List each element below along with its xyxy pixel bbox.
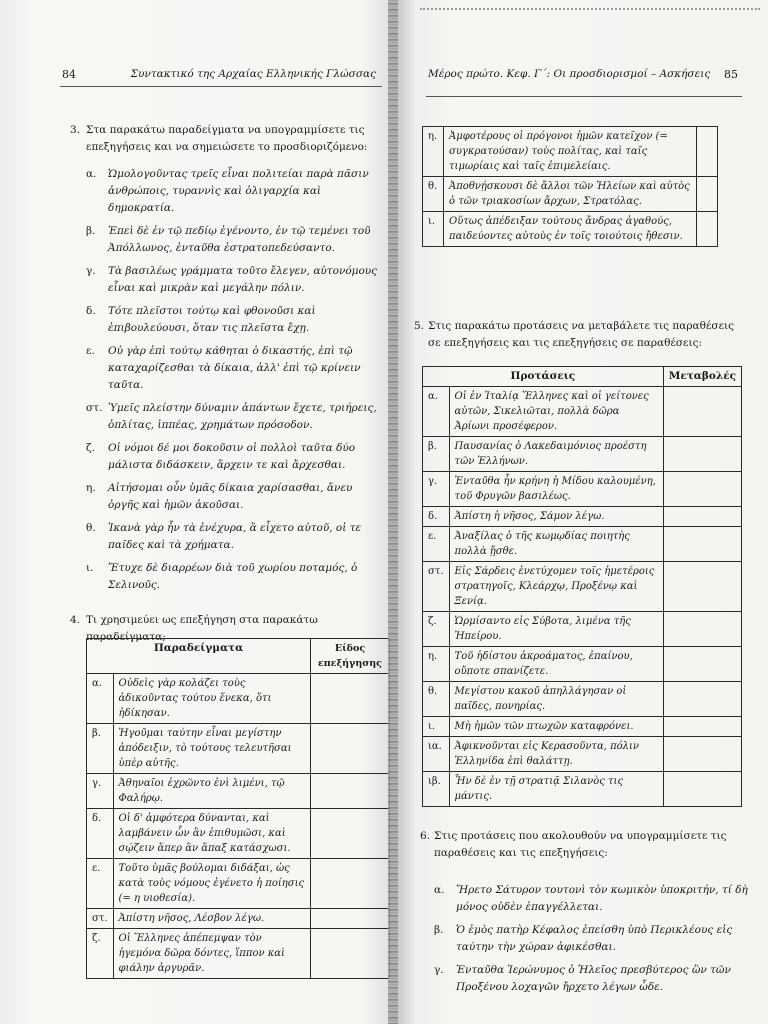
col-header-changes: Μεταβολές [663, 367, 741, 387]
item-letter: α. [86, 168, 97, 180]
exercise-3-item [86, 480, 382, 514]
answer-cell[interactable] [663, 647, 741, 682]
row-letter: ι. [423, 717, 450, 737]
exercise-3-item [86, 440, 382, 474]
exercise-3-number: 3. [70, 124, 81, 136]
exercise-5-row [423, 437, 742, 472]
item-letter: γ. [434, 964, 444, 976]
row-letter: η. [423, 647, 450, 682]
row-sentence: Ἀναξίλας ὁ τῆς κωμῳδίας ποιητὴς πολλὰ ᾔσθε. [449, 527, 663, 562]
item-letter: ζ. [86, 442, 96, 454]
row-letter: β. [87, 724, 114, 774]
row-sentence: Ἀμφοτέρους οἱ πρόγονοι ἡμῶν κατεῖχον (= συγκρατούσαν) τοὺς πολίτας, καὶ ταῖς τιμωρίαις καὶ ταῖς ἐπιμελείαις. [444, 127, 697, 177]
answer-cell[interactable] [311, 859, 390, 909]
exercise-3-item [86, 303, 382, 337]
exercise-3-item [86, 520, 382, 554]
row-sentence: Τοῦ ἡδίστου ἀκροάματος, ἐπαίνου, οὔποτε σπανίζετε. [449, 647, 663, 682]
item-text: Οὐ γὰρ ἐπὶ τούτῳ κάθηται ὁ δικαστής, ἐπὶ τῷ καταχαρίζεσθαι τὰ δίκαια, ἀλλ' ἐπὶ τῷ κρίνειν ταῦτα. [108, 345, 361, 391]
running-header-right: Μέρος πρώτο. Κεφ. Γ΄: Οι προσδιορισμοί – Ασκήσεις [428, 68, 711, 80]
exercise-4-number: 4. [70, 614, 81, 626]
exercise-3-item [86, 263, 382, 297]
row-sentence: Ἀπίστη νῆσος, Λέσβον λέγω. [113, 909, 310, 929]
item-text: Τὰ βασιλέως γράμματα τοῦτο ἔλεγεν, αὐτονόμους εἶναι καὶ μικρὰν καὶ μεγάλην πόλιν. [108, 265, 378, 294]
exercise-3-prompt-text: Στα παρακάτω παραδείγματα να υπογραμμίσετε τις επεξηγήσεις και να σημειώσετε το προσδιοριζόμενο: [86, 124, 368, 153]
answer-cell[interactable] [663, 682, 741, 717]
item-text: Ἐνταῦθα Ἱερώνυμος ὁ Ἠλεῖος πρεσβύτερος ὢν τῶν Προξένου λοχαγῶν ἤρχετο λέγων ὧδε. [456, 964, 731, 993]
exercise-4-row [87, 909, 390, 929]
exercise-3-item [86, 166, 382, 217]
answer-cell[interactable] [663, 562, 741, 612]
exercise-6-number: 6. [420, 830, 431, 842]
row-sentence: Ἀποθνῄσκουσι δὲ ἄλλοι τῶν Ἠλείων καὶ αὐτὸς ὁ τῶν τριακοσίων ἄρχων, Στρατόλας. [444, 177, 697, 212]
row-sentence: Παυσανίας ὁ Λακεδαιμόνιος προέστη τῶν Ἑλλήνων. [449, 437, 663, 472]
row-sentence: Ἀθηναῖοι ἐχρῶντο ἑνὶ λιμένι, τῷ Φαλήρῳ. [113, 774, 310, 809]
exercise-3-list [86, 166, 382, 600]
exercise-3-item [86, 400, 382, 434]
answer-cell[interactable] [663, 737, 741, 772]
row-letter: η. [423, 127, 444, 177]
row-letter: ια. [423, 737, 450, 772]
row-letter: α. [87, 674, 114, 724]
page-number-right: 85 [724, 68, 738, 81]
exercise-4-row [423, 177, 718, 212]
item-letter: η. [86, 482, 96, 494]
exercise-4-prompt-text: Τι χρησιμεύει ως επεξήγηση στα παρακάτω παραδείγματα; [86, 614, 318, 643]
item-text: Ὁ ἐμὸς πατὴρ Κέφαλος ἐπείσθη ὑπὸ Περικλέους εἰς ταύτην τὴν χώραν ἀφικέσθαι. [456, 924, 733, 953]
row-letter: β. [423, 437, 450, 472]
row-letter: γ. [423, 472, 450, 507]
exercise-5-row [423, 772, 742, 807]
row-letter: θ. [423, 682, 450, 717]
exercise-4-row [423, 127, 718, 177]
exercise-5-row [423, 507, 742, 527]
answer-cell[interactable] [697, 127, 718, 177]
row-letter: θ. [423, 177, 444, 212]
row-letter: δ. [423, 507, 450, 527]
answer-cell[interactable] [663, 507, 741, 527]
row-letter: στ. [87, 909, 114, 929]
answer-cell[interactable] [697, 212, 718, 247]
answer-cell[interactable] [663, 387, 741, 437]
exercise-5-row [423, 387, 742, 437]
exercise-5-prompt-text: Στις παρακάτω προτάσεις να μεταβάλετε τις παραθέσεις σε επεξηγήσεις και τις επεξηγήσεις σε παραθέσεις: [428, 320, 735, 349]
row-letter: ι. [423, 212, 444, 247]
exercise-4-row [87, 774, 390, 809]
row-sentence: Οὐδεὶς γὰρ κολάζει τοὺς ἀδικοῦντας τούτου ἕνεκα, ὅτι ἠδίκησαν. [113, 674, 310, 724]
item-text: Αἰτήσομαι οὖν ὑμᾶς δίκαια χαρίσασθαι, ἄνευ ὀργῆς καὶ ἡμῶν ἀκοῦσαι. [108, 482, 353, 511]
row-sentence: Ἡγοῦμαι ταύτην εἶναι μεγίστην ἀπόδειξιν, τὸ τούτους τελευτῆσαι ὑπὲρ αὐτῆς. [113, 724, 310, 774]
answer-cell[interactable] [663, 772, 741, 807]
row-letter: ε. [87, 859, 114, 909]
item-text: Ὡμολογοῦντας τρεῖς εἶναι πολιτείαι παρὰ πᾶσιν ἀνθρώποις, τυραννὶς καὶ ὀλιγαρχία καὶ δημοκρατία. [108, 168, 369, 214]
exercise-4-row [87, 809, 390, 859]
exercise-5-number: 5. [414, 320, 425, 332]
row-letter: ιβ. [423, 772, 450, 807]
row-sentence: Μεγίστου κακοῦ ἀπηλλάγησαν οἱ παῖδες, πονηρίας. [449, 682, 663, 717]
item-text: Ἤρετο Σάτυρον τουτονὶ τὸν κωμικὸν ὑποκριτήν, τί δὴ μόνος οὐδὲν ἐπαγγέλλεται. [456, 884, 748, 913]
item-text: Οἱ νόμοι δέ μοι δοκοῦσιν οἱ πολλοὶ ταῦτα δύο μάλιστα διδάσκειν, ἄρχειν τε καὶ ἄρχεσθαι. [108, 442, 356, 471]
exercise-5-row [423, 717, 742, 737]
exercise-5-row [423, 737, 742, 772]
row-sentence: Ἐνταῦθα ἦν κρήνη ἡ Μίδου καλουμένη, τοῦ Φρυγῶν βασιλέως. [449, 472, 663, 507]
col-header-sentences: Προτάσεις [423, 367, 664, 387]
exercise-6-item [434, 882, 752, 916]
exercise-3-item [86, 343, 382, 394]
row-sentence: Ὡρμίσαντο εἰς Σύβοτα, λιμένα τῆς Ἠπείρου. [449, 612, 663, 647]
item-letter: α. [434, 884, 445, 896]
answer-cell[interactable] [663, 472, 741, 507]
answer-cell[interactable] [663, 527, 741, 562]
exercise-6-prompt-text: Στις προτάσεις που ακολουθούν να υπογραμμίσετε τις παραθέσεις και τις επεξηγήσεις: [434, 830, 727, 859]
row-letter: ζ. [87, 929, 114, 979]
right-page [398, 0, 768, 1024]
scan-edge-dots [420, 8, 760, 10]
exercise-3-item [86, 223, 382, 257]
exercise-4-table [86, 638, 390, 979]
answer-cell[interactable] [311, 724, 390, 774]
row-sentence: Μὴ ἡμῶν τῶν πτωχῶν καταφρόνει. [449, 717, 663, 737]
answer-cell[interactable] [311, 909, 390, 929]
item-text: Ἱκανὰ γὰρ ἦν τὰ ἐνέχυρα, ἃ εἶχετο αὐτοῦ, οἱ τε παῖδες καὶ τὰ χρήματα. [108, 522, 362, 551]
row-sentence: Οὕτως ἀπέδειξαν τούτους ἄνδρας ἀγαθούς, παιδεύοντες αὐτοὺς ἐν τοῖς τοιούτοις ἤθεσιν. [444, 212, 697, 247]
exercise-5-row [423, 647, 742, 682]
exercise-6-item [434, 922, 752, 956]
item-text: Ἔτυχε δὲ διαρρέων διὰ τοῦ χωρίου ποταμός, ὁ Σελινοῦς. [108, 562, 358, 591]
answer-cell[interactable] [663, 437, 741, 472]
row-letter: στ. [423, 562, 450, 612]
item-text: Ἐπεὶ δὲ ἐν τῷ πεδίῳ ἐγένοντο, ἐν τῷ τεμένει τοῦ Ἀπόλλωνος, ἐνταῦθα ἐστρατοπεδεύσαντο. [108, 225, 371, 254]
row-sentence: Τοῦτο ὑμᾶς βούλομαι διδάξαι, ὡς κατὰ τοὺς νόμους ἐγένετο ἡ ποίησις (= η υιοθεσία). [113, 859, 310, 909]
running-header-left: Συντακτικό της Αρχαίας Ελληνικής Γλώσσας [130, 68, 376, 80]
exercise-4-row [87, 724, 390, 774]
row-sentence: Ἀπίστη ἡ νῆσος, Σάμον λέγω. [449, 507, 663, 527]
exercise-6-list [434, 882, 752, 1002]
row-letter: α. [423, 387, 450, 437]
row-sentence: Οἱ Ἕλληνες ἀπέπεμψαν τὸν ἡγεμόνα δῶρα δόντες, ἵππον καὶ φιάλην ἀργυρᾶν. [113, 929, 310, 979]
item-letter: στ. [86, 402, 103, 414]
answer-cell[interactable] [311, 774, 390, 809]
exercise-6-item [434, 962, 752, 996]
col-header-type: Είδος επεξήγησης [311, 639, 390, 674]
item-text: Ὑμεῖς πλείστην δύναμιν ἁπάντων ἔχετε, τριήρεις, ὁπλίτας, ἱππέας, χρημάτων πρόσοδον. [108, 402, 377, 431]
answer-cell[interactable] [311, 809, 390, 859]
row-sentence: Οἱ ἐν Ἰταλίᾳ Ἕλληνες καὶ οἱ γείτονες αὐτῶν, Σικελιῶται, πολλὰ δῶρα Ἀρίωνι προσέφερον. [449, 387, 663, 437]
page-number-left: 84 [62, 68, 76, 81]
row-letter: ε. [423, 527, 450, 562]
exercise-5-row [423, 527, 742, 562]
exercise-3-item [86, 560, 382, 594]
header-rule-right [426, 96, 742, 97]
row-sentence: Ἀφικνοῦνται εἰς Κερασοῦντα, πόλιν Ἑλληνίδα ἐπὶ θαλάττῃ. [449, 737, 663, 772]
exercise-5-row [423, 472, 742, 507]
exercise-4-row [87, 859, 390, 909]
row-letter: δ. [87, 809, 114, 859]
exercise-4-table-continued [422, 126, 718, 247]
row-letter: ζ. [423, 612, 450, 647]
row-letter: γ. [87, 774, 114, 809]
answer-cell[interactable] [663, 612, 741, 647]
item-letter: ι. [86, 562, 94, 574]
row-sentence: Εἰς Σάρδεις ἐνετύχομεν τοῖς ἡμετέροις στρατηγοῖς, Κλεάρχῳ, Προξένῳ καὶ Ξενίᾳ. [449, 562, 663, 612]
answer-cell[interactable] [311, 674, 390, 724]
col-header-examples: Παραδείγματα [87, 639, 311, 674]
row-sentence: Οἱ δ' ἀμφότερα δύνανται, καὶ λαμβάνειν ὧν ἂν ἐπιθυμῶσι, καὶ σῴζειν ἅπερ ἂν ἅπαξ κατάσχωσι. [113, 809, 310, 859]
item-text: Τότε πλεῖστοι τούτῳ καὶ φθονοῦσι καὶ ἐπιβουλεύουσι, ὅταν τις πλεῖστα ἔχῃ. [108, 305, 316, 334]
answer-cell[interactable] [697, 177, 718, 212]
exercise-4-row [87, 674, 390, 724]
exercise-5-row [423, 612, 742, 647]
item-letter: ε. [86, 345, 95, 357]
exercise-5-prompt [414, 318, 748, 352]
exercise-4-row [423, 212, 718, 247]
item-letter: β. [434, 924, 444, 936]
answer-cell[interactable] [663, 717, 741, 737]
answer-cell[interactable] [311, 929, 390, 979]
exercise-5-row [423, 682, 742, 717]
exercise-5-table [422, 366, 742, 807]
header-rule-left [60, 86, 382, 87]
exercise-4-row [87, 929, 390, 979]
exercise-3-prompt [70, 122, 382, 156]
item-letter: θ. [86, 522, 96, 534]
exercise-5-row [423, 562, 742, 612]
exercise-6-prompt [420, 828, 752, 862]
item-letter: δ. [86, 305, 96, 317]
item-letter: β. [86, 225, 96, 237]
row-sentence: Ἦν δὲ ἐν τῇ στρατιᾷ Σιλανὸς τις μάντις. [449, 772, 663, 807]
item-letter: γ. [86, 265, 96, 277]
